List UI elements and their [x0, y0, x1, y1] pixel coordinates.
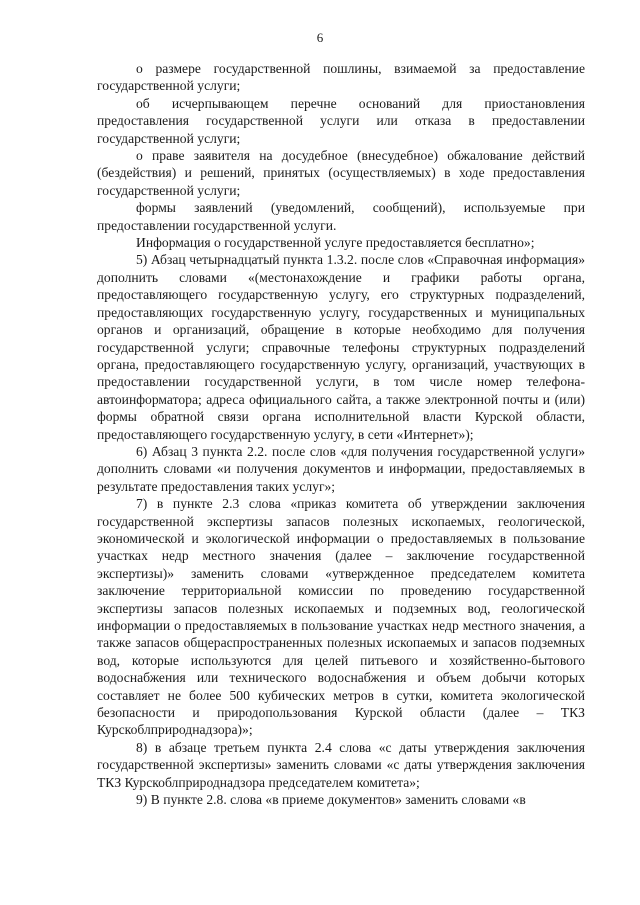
paragraph-free-info: Информация о государственной услуге предоставляется бесплатно»; [136, 235, 535, 251]
paragraph-item-8: 8) в абзаце третьем пункта 2.4 слова «с даты утверждения заключения государственной экспертизы» заменить словами «с даты утверждения заключения ТКЗ Курскоблприроднадзора председателем комитета»; [97, 739, 585, 790]
paragraph-fee-info: о размере государственной пошлины, взимаемой за предоставление государственной услуги; [97, 61, 585, 94]
paragraph-item-7: 7) в пункте 2.3 слова «приказ комитета об утверждении заключения государственной экспертизы запасов полезных ископаемых, геологической, экономической и экологической информации о предоставляемых в пользование участках недр местного значения (далее – заключение государственной экспертизы)» заменить словами «утвержденное председателем комитета заключение территориальной комиссии по проведению государственной экспертизы запасов полезных ископаемых и подземных вод, геологической информации о предоставляемых в пользование участках недр местного значения, а также запасов общераспространенных полезных ископаемых и запасов подземных вод, которые используются для целей питьевого и хозяйственно-бытового водоснабжения или технического водоснабжения и объем добычи которых составляет не более 500 кубических метров в сутки, комитета экологической безопасности и природопользования Курской области (далее – ТКЗ Курскоблприроднадзора)»; [97, 496, 585, 738]
paragraph-refusal-grounds: об исчерпывающем перечне оснований для приостановления предоставления государственной услуги или отказа в предоставлении государственной услуги; [97, 95, 585, 146]
paragraph-item-5: 5) Абзац четырнадцатый пункта 1.3.2. после слов «Справочная информация» дополнить словами «(местонахождение и графики работы органа, предоставляющего государственную услугу, его структурных подразделений, предоставляющих государственную услугу, государственных и муниципальных органов и организаций, обращение в которые необходимо для получения государственной услуги; справочные телефоны структурных подразделений органа, предоставляющего государственную услугу, организаций, участвующих в предоставлении государственной услуги, в том числе номер телефона-автоинформатора; адреса официального сайта, а также электронной почты и (или) формы обратной связи органа исполнительной власти Курской области, предоставляющего государственную услугу, в сети «Интернет»); [97, 252, 585, 442]
paragraph-application-forms: формы заявлений (уведомлений, сообщений), используемые при предоставлении государственной услуги. [97, 200, 585, 233]
paragraph-item-9: 9) В пункте 2.8. слова «в приеме документов» заменить словами «в [136, 792, 526, 808]
document-body [97, 60, 585, 808]
page-number: 6 [316, 30, 324, 45]
paragraph-item-6: 6) Абзац 3 пункта 2.2. после слов «для получения государственной услуги» дополнить словами «и получения документов и информации, предоставляемых в результате предоставления таких услуг»; [97, 443, 585, 494]
paragraph-appeal-right: о праве заявителя на досудебное (внесудебное) обжалование действий (бездействия) и решений, принятых (осуществляемых) в ходе предоставления государственной услуги; [97, 148, 585, 198]
